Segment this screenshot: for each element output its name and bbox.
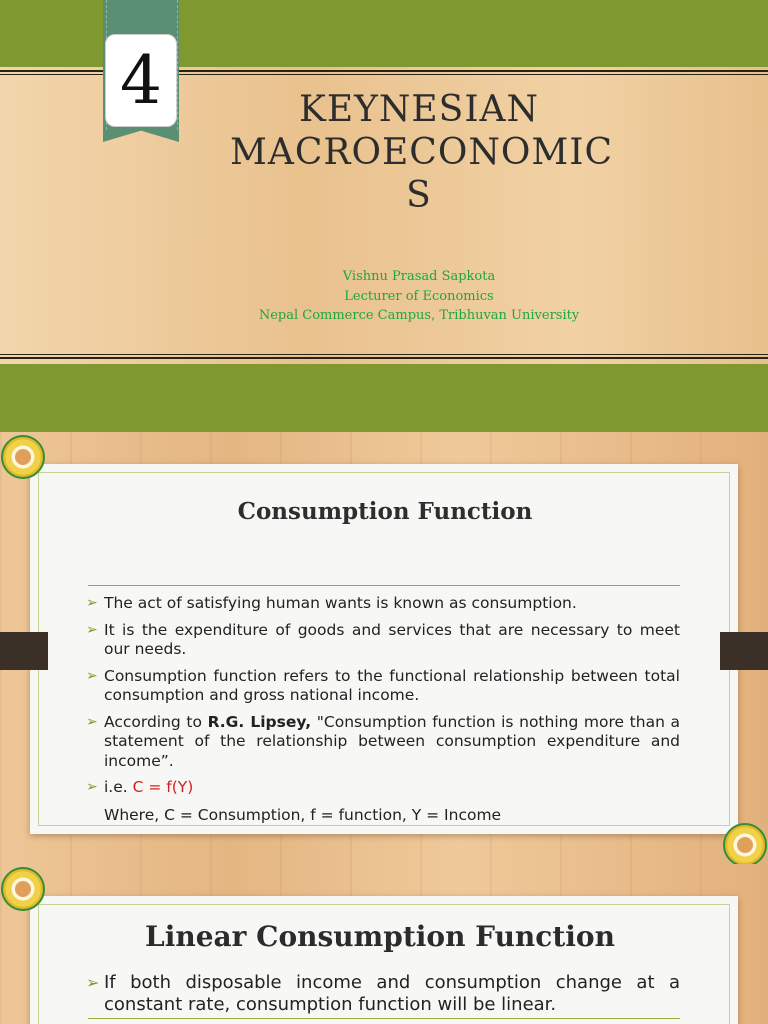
arrow-bullet-icon: ➢ (86, 973, 100, 992)
arrow-bullet-icon: ➢ (86, 621, 98, 638)
list-item: ➢ It is the expenditure of goods and services that are necessary to meet our needs. (86, 620, 680, 658)
bullet-list (86, 594, 680, 805)
bottom-green-band (0, 364, 768, 432)
bullet-list (86, 972, 680, 1016)
university-seal-icon (723, 823, 767, 867)
author-role: Lecturer of Economics (344, 288, 494, 304)
list-item: ➢ Consumption function refers to the functional relationship between total consumption and gross national income. (86, 666, 680, 704)
arrow-bullet-icon: ➢ (86, 779, 98, 795)
bottom-divider (88, 1018, 680, 1019)
university-seal-icon (1, 435, 45, 479)
title-line-1: KEYNESIAN (298, 89, 540, 130)
title-slide (0, 0, 768, 432)
list-item: ➢ i.e. C = f(Y) (86, 778, 194, 796)
right-edge-tab (720, 632, 768, 670)
author-name: Vishnu Prasad Sapkota (342, 269, 496, 284)
equation-legend: Where, C = Consumption, f = function, Y = Income (104, 806, 502, 824)
left-edge-tab (0, 632, 48, 670)
title-line-2: MACROECONOMIC (230, 132, 614, 173)
equation: C = f(Y) (132, 778, 194, 796)
list-item: ➢ According to R.G. Lipsey, "Consumption function is nothing more than a statement of the relationship between consumption expenditure and income”. (86, 712, 681, 770)
bottom-rule-thin (0, 354, 768, 355)
arrow-bullet-icon: ➢ (86, 595, 98, 611)
slide-title (230, 88, 614, 217)
title-line-3: S (406, 175, 432, 216)
slide-title: Linear Consumption Function (145, 920, 615, 953)
arrow-bullet-icon: ➢ (86, 713, 98, 730)
list-item: ➢ The act of satisfying human wants is known as consumption. (86, 594, 577, 612)
author-block (230, 267, 608, 326)
author-citation: R.G. Lipsey, (207, 712, 312, 731)
university-seal-icon (1, 867, 45, 911)
arrow-bullet-icon: ➢ (86, 667, 98, 684)
author-affiliation: Nepal Commerce Campus, Tribhuvan University (258, 308, 580, 323)
title-divider (88, 585, 680, 586)
list-item: ➢ If both disposable income and consumption change at a constant rate, consumption function will be linear. (86, 972, 680, 1015)
chapter-number: 4 (105, 34, 177, 127)
slide-title: Consumption Function (237, 498, 533, 525)
bottom-rule-thick (0, 357, 768, 359)
